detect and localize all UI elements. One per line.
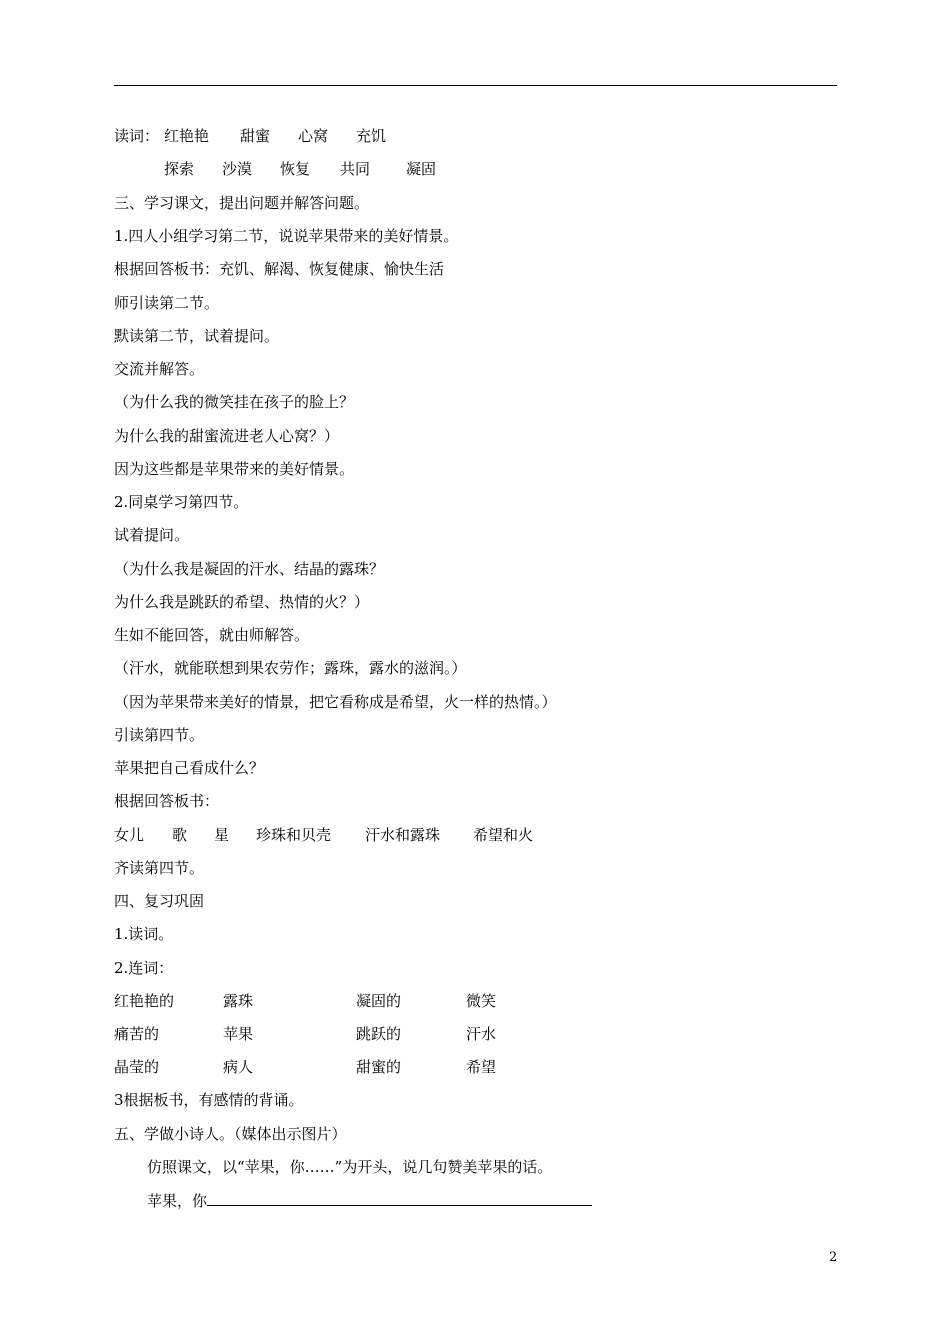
- text-line: 3根据板书，有感情的背诵。: [114, 1091, 304, 1109]
- board-word: 歌: [172, 826, 188, 844]
- board-word: 珍珠和贝壳: [256, 826, 332, 844]
- text-line: （汗水，就能联想到果农劳作；露珠，露水的滋润。）: [114, 659, 467, 677]
- match-cell: 凝固的: [356, 992, 402, 1010]
- match-cell: 病人: [223, 1058, 254, 1076]
- text-line: 苹果把自己看成什么？: [114, 759, 265, 777]
- text-line: 因为这些都是苹果带来的美好情景。: [114, 460, 355, 478]
- match-cell: 甜蜜的: [356, 1058, 402, 1076]
- text-line: （为什么我是凝固的汗水、结晶的露珠？: [114, 560, 385, 578]
- match-cell: 跳跃的: [356, 1025, 402, 1043]
- fill-in-prompt: 苹果，你: [147, 1192, 208, 1210]
- text-line: 为什么我是跳跃的希望、热情的火？）: [114, 593, 370, 611]
- text-line: 仿照课文，以“苹果，你……”为开头，说几句赞美苹果的话。: [147, 1158, 553, 1176]
- match-row: [114, 1057, 534, 1077]
- vocab-word: 沙漠: [222, 160, 253, 178]
- text-line: 师引读第二节。: [114, 294, 220, 312]
- match-cell: 露珠: [223, 992, 254, 1010]
- match-cell: 苹果: [223, 1025, 254, 1043]
- vocab-word: 甜蜜: [240, 127, 271, 145]
- vocab-label: 读词：: [114, 127, 160, 145]
- section-heading-4: 四、复习巩固: [114, 892, 205, 910]
- match-cell: 痛苦的: [114, 1025, 160, 1043]
- answer-blank[interactable]: [207, 1190, 592, 1206]
- text-line: （因为苹果带来美好的情景，把它看称成是希望，火一样的热情。）: [114, 693, 557, 711]
- text-line: 默读第二节，试着提问。: [114, 327, 280, 345]
- vocab-word: 充饥: [356, 127, 387, 145]
- page-number: 2: [829, 1250, 838, 1265]
- fill-in-line: [147, 1190, 592, 1211]
- section-heading-3: 三、学习课文，提出问题并解答问题。: [114, 194, 370, 212]
- vocab-row-2: [114, 159, 514, 179]
- board-word: 希望和火: [473, 826, 534, 844]
- match-cell: 晶莹的: [114, 1058, 160, 1076]
- match-cell: 希望: [466, 1058, 497, 1076]
- text-line: 试着提问。: [114, 526, 190, 544]
- vocab-word: 探索: [164, 160, 195, 178]
- section-heading-5: 五、学做小诗人。（媒体出示图片）: [114, 1125, 347, 1143]
- vocab-word: 共同: [340, 160, 371, 178]
- text-line: 引读第四节。: [114, 726, 205, 744]
- match-row: [114, 1024, 534, 1044]
- vocab-row-1: [114, 126, 514, 146]
- text-line: 齐读第四节。: [114, 859, 205, 877]
- match-cell: 红艳艳的: [114, 992, 175, 1010]
- match-row: [114, 991, 534, 1011]
- header-rule: [114, 85, 837, 86]
- vocab-word: 恢复: [280, 160, 311, 178]
- text-line: 1.读词。: [114, 925, 174, 943]
- text-line: 2.同桌学习第四节。: [114, 493, 249, 511]
- vocab-word: 心窝: [298, 127, 329, 145]
- text-line: 根据回答板书：充饥、解渴、恢复健康、愉快生活: [114, 260, 445, 278]
- text-line: 1.四人小组学习第二节，说说苹果带来的美好情景。: [114, 227, 459, 245]
- board-word: 汗水和露珠: [365, 826, 441, 844]
- board-word: 女儿: [114, 826, 145, 844]
- vocab-word: 红艳艳: [164, 127, 210, 145]
- text-line: 生如不能回答，就由师解答。: [114, 626, 310, 644]
- text-line: 2.连词：: [114, 959, 174, 977]
- text-line: 根据回答板书：: [114, 792, 220, 810]
- vocab-word: 凝固: [406, 160, 437, 178]
- board-word: 星: [214, 826, 230, 844]
- board-words-row: [114, 825, 614, 845]
- text-line: 为什么我的甜蜜流进老人心窝？）: [114, 427, 340, 445]
- match-cell: 汗水: [466, 1025, 497, 1043]
- match-cell: 微笑: [466, 992, 497, 1010]
- text-line: （为什么我的微笑挂在孩子的脸上？: [114, 393, 355, 411]
- text-line: 交流并解答。: [114, 360, 205, 378]
